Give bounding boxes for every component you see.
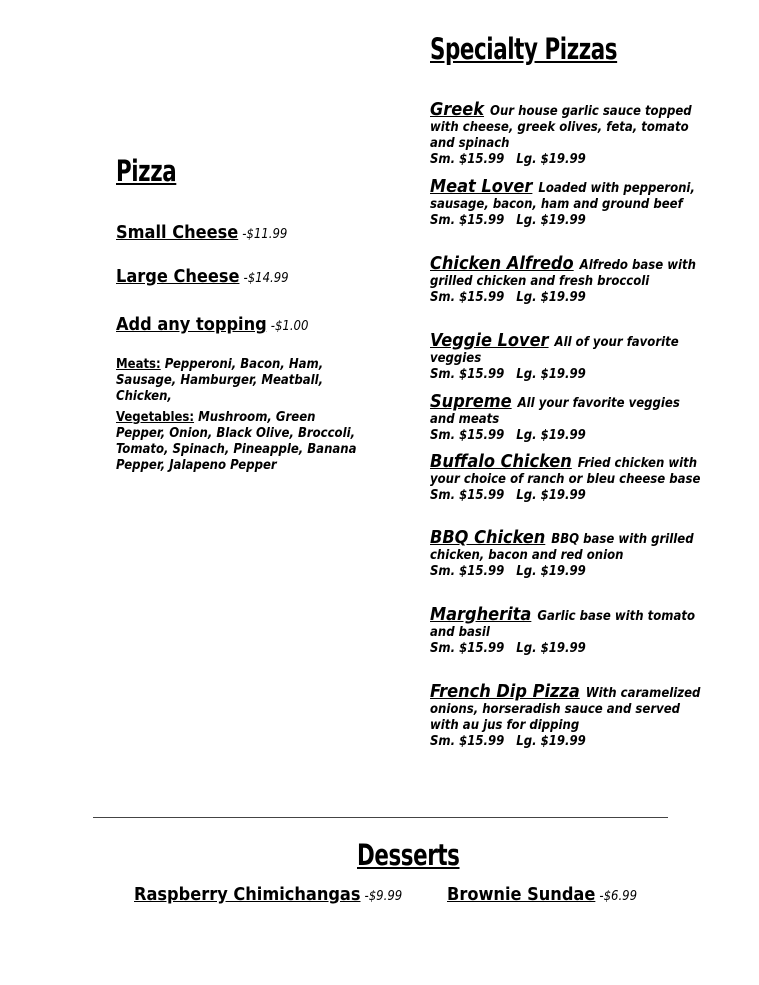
item-description: Alfredo base with grilled chicken and fresh broccoli <box>430 258 696 289</box>
item-description: BBQ base with grilled chicken, bacon and red onion <box>430 532 694 563</box>
item-name: BBQ Chicken <box>430 527 546 548</box>
item-description: With caramelized onions, horseradish sauce and served with au jus for dipping <box>430 686 701 733</box>
menu-item-add-topping <box>116 314 308 335</box>
meats-list <box>116 357 366 405</box>
item-name: Add any topping <box>116 314 267 335</box>
large-price: Lg. $19.99 <box>516 367 586 382</box>
item-name: Chicken Alfredo <box>430 253 574 274</box>
specialty-item-greek <box>430 99 705 168</box>
large-price: Lg. $19.99 <box>516 564 586 579</box>
item-name: Veggie Lover <box>430 330 549 351</box>
item-name: Supreme <box>430 391 512 412</box>
menu-item-small-cheese <box>116 222 287 243</box>
vegetables-label: Vegetables: <box>116 410 195 425</box>
item-price: -$9.99 <box>364 889 403 904</box>
item-name: Margherita <box>430 604 532 625</box>
dessert-item-raspberry-chimichangas <box>134 884 402 905</box>
item-name: Small Cheese <box>116 222 239 243</box>
specialty-item-buffalo-chicken <box>430 451 705 504</box>
item-description: Garlic base with tomato and basil <box>430 609 695 640</box>
item-description: Our house garlic sauce topped with cheese, greek olives, feta, tomato and spinach <box>430 104 692 151</box>
item-name: Meat Lover <box>430 176 533 197</box>
item-price: -$6.99 <box>599 889 638 904</box>
small-price: Sm. $15.99 <box>430 641 505 656</box>
item-name: Greek <box>430 99 485 120</box>
small-price: Sm. $15.99 <box>430 213 505 228</box>
specialty-item-french-dip <box>430 681 705 750</box>
large-price: Lg. $19.99 <box>516 734 586 749</box>
item-price: -$11.99 <box>242 227 288 242</box>
item-name: Raspberry Chimichangas <box>134 884 361 905</box>
desserts-section-title: Desserts <box>357 838 460 872</box>
item-name: French Dip Pizza <box>430 681 580 702</box>
vegetables-list <box>116 410 366 474</box>
large-price: Lg. $19.99 <box>516 641 586 656</box>
specialty-section-title: Specialty Pizzas <box>430 32 618 66</box>
small-price: Sm. $15.99 <box>430 488 505 503</box>
specialty-item-supreme <box>430 391 705 444</box>
large-price: Lg. $19.99 <box>516 428 586 443</box>
specialty-item-bbq-chicken <box>430 527 705 580</box>
item-description: Loaded with pepperoni, sausage, bacon, ham and ground beef <box>430 181 695 212</box>
item-name: Buffalo Chicken <box>430 451 572 472</box>
item-description: All your favorite veggies and meats <box>430 396 680 427</box>
large-price: Lg. $19.99 <box>516 213 586 228</box>
meats-label: Meats: <box>116 357 161 372</box>
vegetables-text: Mushroom, Green Pepper, Onion, Black Olive, Broccoli, Tomato, Spinach, Pineapple, Banana Pepper, Jalapeno Pepper <box>116 410 357 473</box>
section-divider <box>93 817 668 818</box>
menu-item-large-cheese <box>116 266 289 287</box>
small-price: Sm. $15.99 <box>430 564 505 579</box>
large-price: Lg. $19.99 <box>516 152 586 167</box>
specialty-item-veggie-lover <box>430 330 705 383</box>
item-description: All of your favorite veggies <box>430 335 679 366</box>
dessert-item-brownie-sundae <box>447 884 637 905</box>
item-price: -$1.00 <box>270 319 309 334</box>
specialty-item-chicken-alfredo <box>430 253 705 306</box>
small-price: Sm. $15.99 <box>430 290 505 305</box>
small-price: Sm. $15.99 <box>430 428 505 443</box>
item-description: Fried chicken with your choice of ranch or bleu cheese base <box>430 456 701 487</box>
specialty-item-meat-lover <box>430 176 705 229</box>
small-price: Sm. $15.99 <box>430 152 505 167</box>
meats-text: Pepperoni, Bacon, Ham, Sausage, Hamburger, Meatball, Chicken, <box>116 357 324 404</box>
small-price: Sm. $15.99 <box>430 367 505 382</box>
large-price: Lg. $19.99 <box>516 488 586 503</box>
item-price: -$14.99 <box>243 271 289 286</box>
item-name: Large Cheese <box>116 266 240 287</box>
small-price: Sm. $15.99 <box>430 734 505 749</box>
large-price: Lg. $19.99 <box>516 290 586 305</box>
specialty-item-margherita <box>430 604 705 657</box>
pizza-section-title: Pizza <box>116 154 177 188</box>
item-name: Brownie Sundae <box>447 884 596 905</box>
